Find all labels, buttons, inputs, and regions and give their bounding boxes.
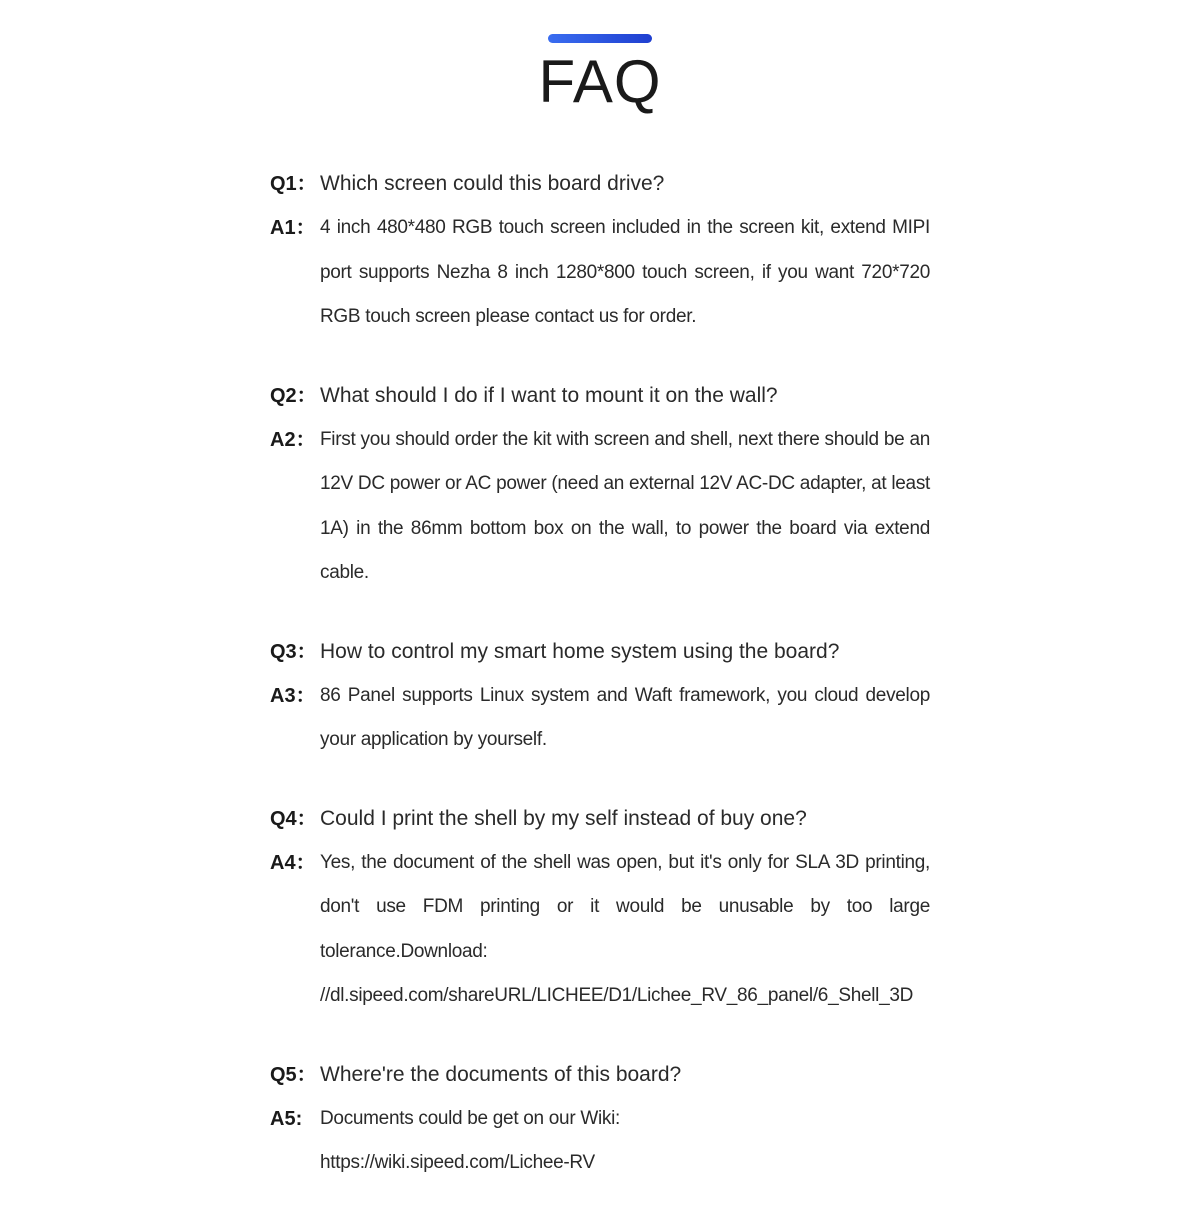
faq-item-1 <box>270 162 930 340</box>
question-row <box>270 162 930 206</box>
answer-tag: A2： <box>270 428 316 451</box>
answer-tag: A3： <box>270 684 316 707</box>
answer-tag: A4： <box>270 851 316 874</box>
title-accent-bar <box>548 34 652 43</box>
question-row <box>270 1053 930 1097</box>
question-text: How to control my smart home system using the board? <box>320 639 840 663</box>
faq-item-4 <box>270 797 930 1019</box>
wiki-link[interactable]: https://wiki.sipeed.com/Lichee-RV <box>320 1152 595 1173</box>
question-tag: Q4： <box>270 807 317 830</box>
answer-row <box>270 841 930 1019</box>
answer-row <box>270 206 930 340</box>
question-row <box>270 374 930 418</box>
page-title: FAQ <box>538 48 662 115</box>
faq-list <box>270 162 930 1220</box>
answer-text: 4 inch 480*480 RGB touch screen included in the screen kit, extend MIPI port supports Nezha 8 inch 1280*800 touch screen, if you want 720*720 RGB touch screen please contact us for order. <box>320 217 930 327</box>
faq-item-5 <box>270 1053 930 1186</box>
question-row <box>270 630 930 674</box>
answer-text: First you should order the kit with screen and shell, next there should be an 12V DC power or AC power (need an external 12V AC-DC adapter, at least 1A) in the 86mm bottom box on the wall, to power the board via extend cable. <box>320 428 930 583</box>
question-tag: Q5： <box>270 1063 317 1086</box>
answer-block <box>320 841 930 1019</box>
question-text: Which screen could this board drive? <box>320 172 665 195</box>
answer-row <box>270 418 930 596</box>
question-text: Where're the documents of this board? <box>320 1062 682 1086</box>
question-tag: Q1： <box>270 173 317 195</box>
question-text: Could I print the shell by my self instead of buy one? <box>320 806 807 830</box>
answer-row <box>270 674 930 763</box>
answer-text: 86 Panel supports Linux system and Waft framework, you cloud develop your application by yourself. <box>320 684 930 750</box>
answer-tag: A1： <box>270 217 316 239</box>
download-link[interactable]: //dl.sipeed.com/shareURL/LICHEE/D1/Lichee_RV_86_panel/6_Shell_3D <box>320 985 914 1006</box>
question-tag: Q2： <box>270 384 317 407</box>
answer-text: Documents could be get on our Wiki: <box>320 1107 620 1129</box>
question-row <box>270 797 930 841</box>
answer-row <box>270 1097 930 1186</box>
faq-item-3 <box>270 630 930 763</box>
question-text: What should I do if I want to mount it on the wall? <box>320 383 778 407</box>
faq-item-2 <box>270 374 930 596</box>
answer-tag: A5: <box>270 1107 303 1130</box>
answer-block <box>320 1097 930 1186</box>
question-tag: Q3： <box>270 640 317 663</box>
answer-text: Yes, the document of the shell was open, but it's only for SLA 3D printing, don't use FDM printing or it would be unusable by too large tolerance.Download: <box>320 851 930 962</box>
